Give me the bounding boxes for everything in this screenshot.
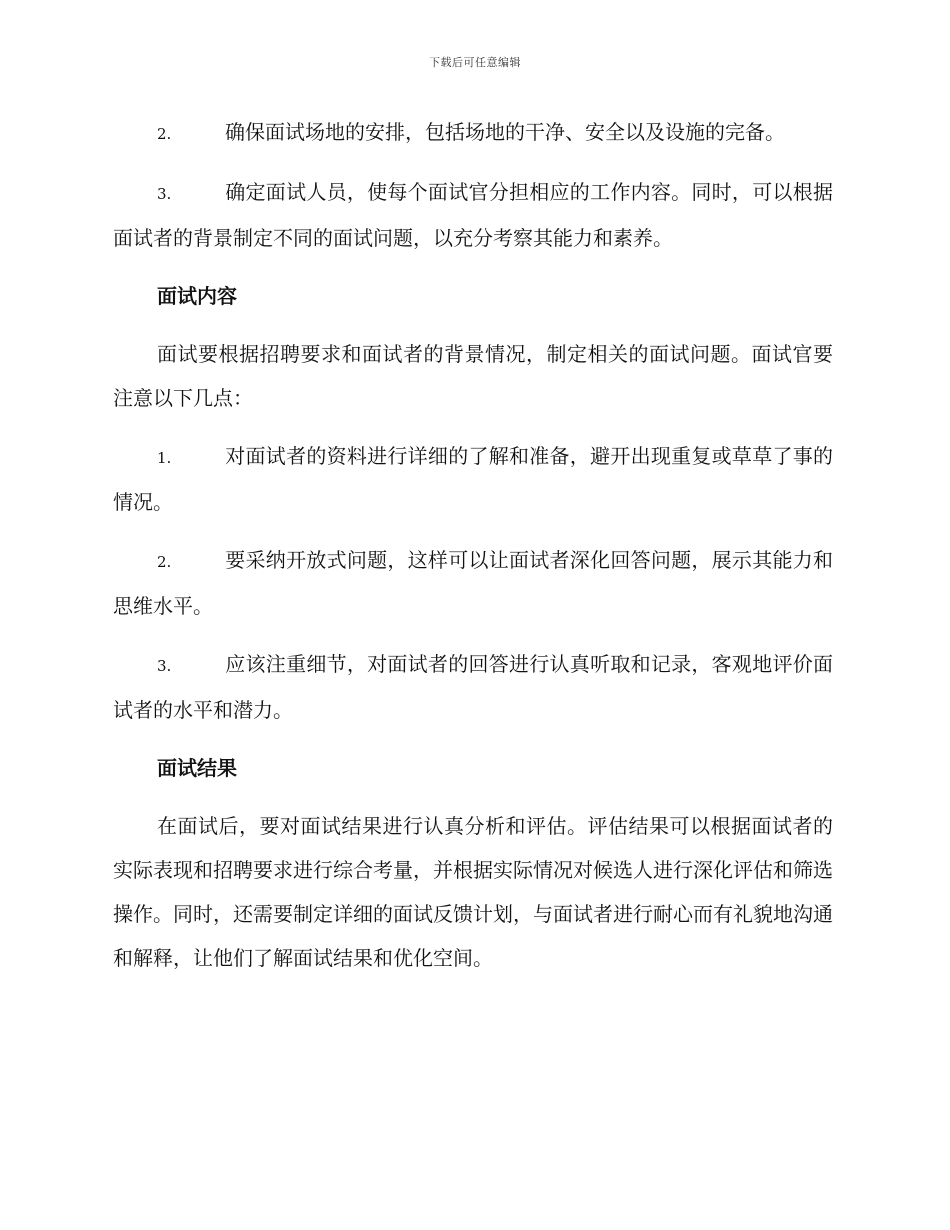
- paragraph-interview-result: 在面试后，要对面试结果进行认真分析和评估。评估结果可以根据面试者的实际表现和招聘要求进行综合考量，并根据实际情况对候选人进行深化评估和筛选操作。同时，还需要制定详细的面试反馈计划，与面试者进行耐心而有礼貌地沟通和解释，让他们了解面试结果和优化空间。: [113, 814, 833, 970]
- list-item-1-content: [113, 434, 833, 524]
- list-number: 3.: [157, 185, 172, 203]
- list-item-text: 要采纳开放式问题，这样可以让面试者深化回答问题，展示其能力和思维水平。: [113, 548, 833, 618]
- list-item-text: 应该注重细节，对面试者的回答进行认真听取和记录，客观地评价面试者的水平和潜力。: [113, 652, 833, 722]
- list-number: 2.: [157, 125, 172, 143]
- document-body: [113, 110, 833, 994]
- list-item-text: 对面试者的资料进行详细的了解和准备，避开出现重复或草草了事的情况。: [113, 444, 833, 514]
- list-item-2-prep: [113, 110, 833, 156]
- section-heading-interview-content: 面试内容: [157, 284, 237, 308]
- list-item-text: 确定面试人员，使每个面试官分担相应的工作内容。同时，可以根据面试者的背景制定不同的面试问题，以充分考察其能力和素养。: [113, 180, 833, 250]
- section-heading-interview-result: 面试结果: [157, 756, 237, 780]
- list-number: 2.: [157, 553, 172, 571]
- list-number: 1.: [157, 449, 172, 467]
- list-number: 3.: [157, 657, 172, 675]
- paragraph-interview-content: 面试要根据招聘要求和面试者的背景情况，制定相关的面试问题。面试官要注意以下几点：: [113, 342, 833, 410]
- header-note: 下载后可任意编辑: [429, 56, 521, 69]
- list-item-3-prep: [113, 170, 833, 260]
- list-item-3-content: [113, 642, 833, 732]
- list-item-text: 确保面试场地的安排，包括场地的干净、安全以及设施的完备。: [225, 120, 785, 144]
- list-item-2-content: [113, 538, 833, 628]
